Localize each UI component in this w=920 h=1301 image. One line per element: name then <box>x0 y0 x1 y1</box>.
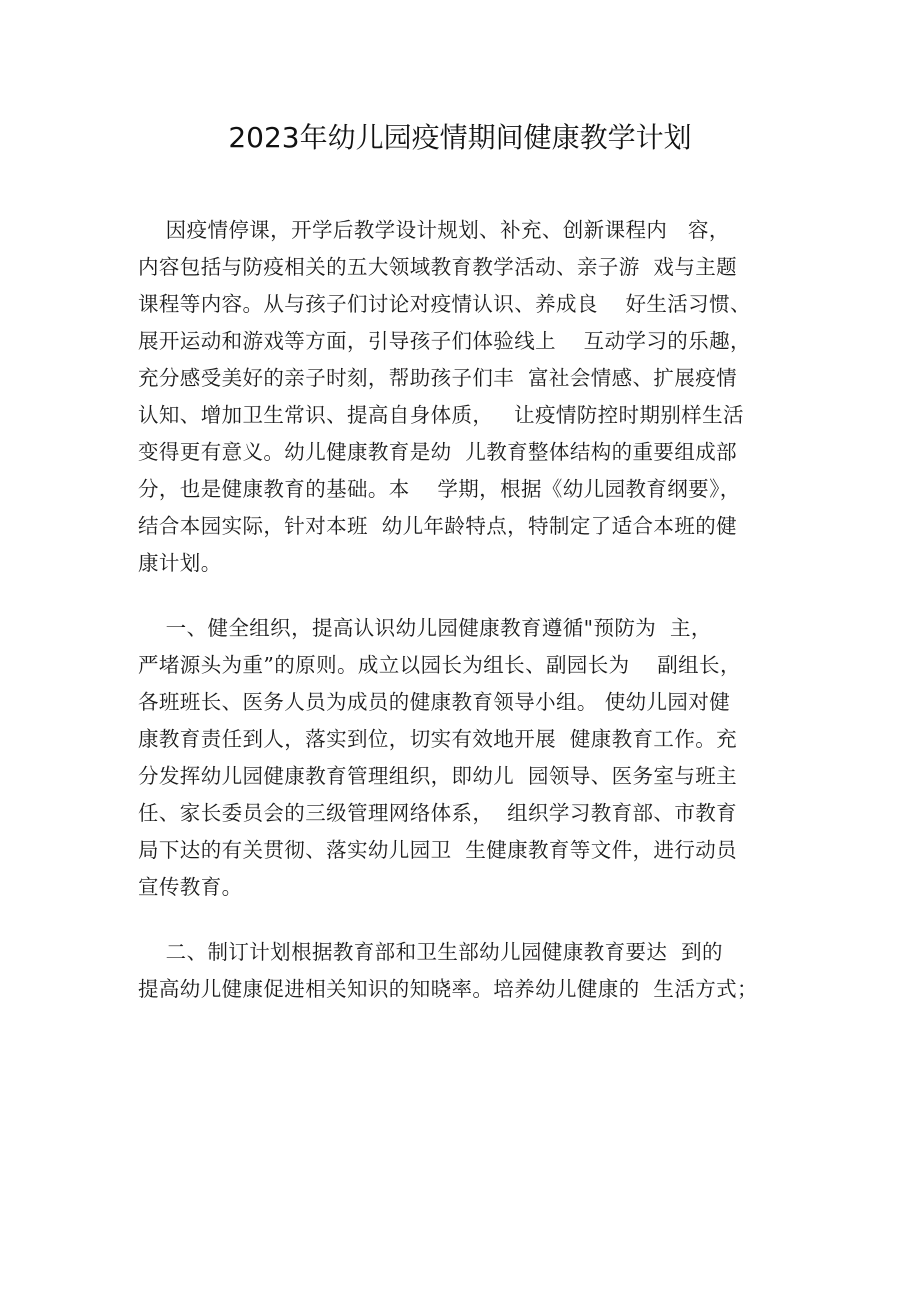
text-line: 内容包括与防疫相关的五大领域教育教学活动、亲子游 戏与主题 <box>138 255 738 279</box>
text-line: 宣传教育。 <box>138 875 243 899</box>
text-line: 严堵源头为重”的原则。成立以园长为组长、副园长为 副组长， <box>138 653 741 677</box>
text-line: 结合本园实际，针对本班 幼儿年龄特点，特制定了适合本班的健 <box>138 514 738 538</box>
text-line: 一、健全组织，提高认识幼儿园健康教育遵循"预防为 主， <box>138 616 712 640</box>
text-line: 各班班长、医务人员为成员的健康教育领导小组。 使幼儿园对健 <box>138 690 731 714</box>
text-line: 课程等内容。从与孩子们讨论对疫情认识、养成良 好生活习惯、 <box>138 292 751 316</box>
paragraph-intro <box>138 212 798 582</box>
paragraph-section-2 <box>138 934 798 1008</box>
text-line: 二、制订计划根据教育部和卫生部幼儿园健康教育要达 到的 <box>138 940 723 964</box>
text-line: 任、家长委员会的三级管理网络体系， 组织学习教育部、市教育 <box>138 801 738 825</box>
text-line: 康计划。 <box>138 551 222 575</box>
paragraph-section-1 <box>138 610 798 906</box>
text-line: 提高幼儿健康促进相关知识的知晓率。培养幼儿健康的 生活方式； <box>138 977 758 1001</box>
text-line: 变得更有意义。幼儿健康教育是幼 儿教育整体结构的重要组成部 <box>138 440 738 464</box>
text-line: 展开运动和游戏等方面，引导孩子们体验线上 互动学习的乐趣， <box>138 329 751 353</box>
text-line: 康教育责任到人，落实到位，切实有效地开展 健康教育工作。充 <box>138 727 738 751</box>
text-line: 分，也是健康教育的基础。本 学期，根据《幼儿园教育纲要》， <box>138 477 741 501</box>
text-line: 分发挥幼儿园健康教育管理组织，即幼儿 园领导、医务室与班主 <box>138 764 738 788</box>
document-title: 2023年幼儿园疫情期间健康教学计划 <box>228 121 692 154</box>
document-body <box>138 212 798 1036</box>
text-line: 局下达的有关贯彻、落实幼儿园卫 生健康教育等文件，进行动员 <box>138 838 738 862</box>
text-line: 因疫情停课，开学后教学设计规划、补充、创新课程内 容， <box>138 218 730 242</box>
text-line: 充分感受美好的亲子时刻，帮助孩子们丰 富社会情感、扩展疫情 <box>138 366 738 390</box>
text-line: 认知、增加卫生常识、提高自身体质， 让疫情防控时期别样生活 <box>138 403 744 427</box>
